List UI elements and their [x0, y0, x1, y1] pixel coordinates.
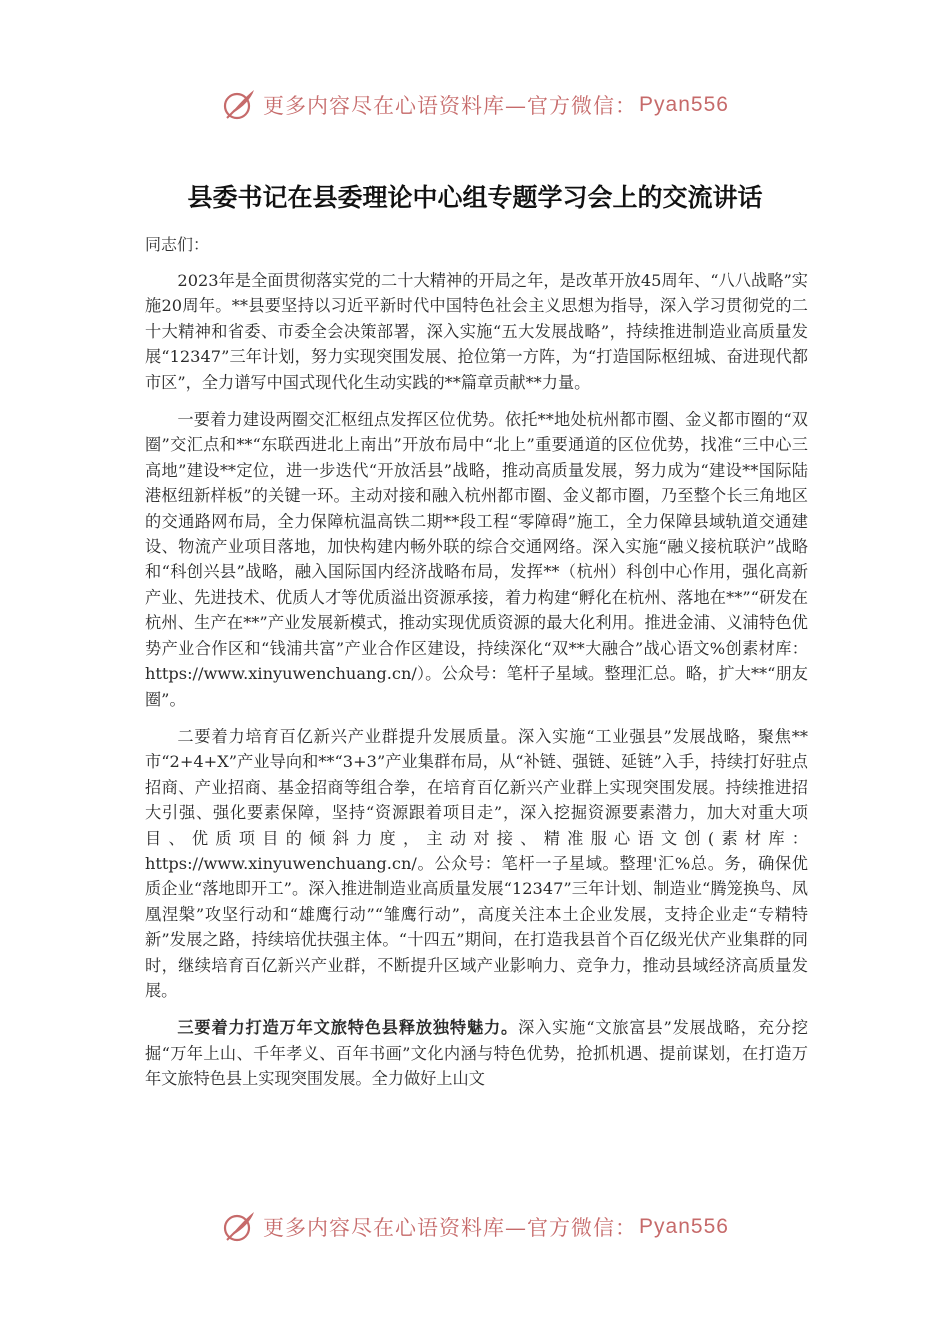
- paragraph-1: [145, 268, 808, 395]
- document-body: [145, 268, 808, 1104]
- greeting: 同志们：: [145, 235, 210, 254]
- document-title: 县委书记在县委理论中心组专题学习会上的交流讲话: [187, 183, 763, 212]
- paragraph-text: 深入实施“文旅富县”发展战略，充分挖掘“万年上山、千年孝义、百年书画”文化内涵与特色优势，抢抓机遇、提前谋划，在打造万年文旅特色县上实现突围发展。全力做好上山文: [145, 1018, 808, 1089]
- quill-logo-icon: [221, 87, 257, 123]
- quill-logo-icon: [221, 1209, 257, 1245]
- watermark-wechat-id: Pyan556: [639, 1215, 729, 1238]
- paragraph-text: 一要着力建设两圈交汇枢纽点发挥区位优势。依托**地处杭州都市圈、金义都市圈的“双圈”交汇点和**“东联西进北上南出”开放布局中“北上”重要通道的区位优势，找准“三中心三高地”建设**定位，进一步迭代“开放活县”战略，推动高质量发展，努力成为“建设**国际陆港枢纽新样板”的关键一环。主动对接和融入杭州都市圈、金义都市圈，乃至整个长三角地区的交通路网布局，全力保障杭温高铁二期**段工程“零障碍”施工，全力保障县域轨道交通建设、物流产业项目落地，加快构建内畅外联的综合交通网络。深入实施“融义接杭联沪”战略和“科创兴县”战略，融入国际国内经济战略布局，发挥**（杭州）科创中心作用，强化高新产业、先进技术、优质人才等优质溢出资源承接，着力构建“孵化在杭州、落地在**”“研发在杭州、生产在**”产业发展新模式，推动实现优质资源的最大化利用。推进金浦、义浦特色优势产业合作区和“钱浦共富”产业合作区建设，持续深化“双**大融合”战心语文%创素材库：https://www.xinyuwenchuang.cn/）。公众号：笔杆子星域。整理汇总。略，扩大**“朋友圈”。: [145, 410, 808, 709]
- paragraph-text: 二要着力培育百亿新兴产业群提升发展质量。深入实施“工业强县”发展战略，聚焦**市“2+4+X”产业导向和**“3+3”产业集群布局，从“补链、强链、延链”入手，持续打好驻点招商、产业招商、基金招商等组合拳，在培育百亿新兴产业群上实现突围发展。持续推进招大引强、强化要素保障，坚持“资源跟着项目走”，深入挖掘资源要素潜力，加大对重大项目、优质项目的倾斜力度，主动对接、精准服心语文创(素材库：https://www.xinyuwenchuang.cn/。公众号：笔杆一子星域。整理'汇%总。务，确保优质企业“落地即开工”。深入推进制造业高质量发展“12347”三年计划、制造业“腾笼换鸟、凤凰涅槃”攻坚行动和“雄鹰行动”“雏鹰行动”，高度关注本土企业发展，支持企业走“专精特新”发展之路，持续培优扶强主体。“十四五”期间，在打造我县首个百亿级光伏产业集群的同时，继续培育百亿新兴产业群，不断提升区域产业影响力、竞争力，推动县域经济高质量发展。: [145, 726, 808, 1000]
- paragraph-text: 2023年是全面贯彻落实党的二十大精神的开局之年，是改革开放45周年、“八八战略”实施20周年。**县要坚持以习近平新时代中国特色社会主义思想为指导，深入学习贯彻党的二十大精神和省委、市委全会决策部署，深入实施“五大发展战略”，持续推进制造业高质量发展“12347”三年计划，努力实现突围发展、抢位第一方阵，为“打造国际枢纽城、奋进现代都市区”，全力谱写中国式现代化生动实践的**篇章贡献**力量。: [145, 271, 808, 392]
- watermark-text: 更多内容尽在心语资料库—官方微信：: [263, 94, 638, 118]
- paragraph-4: [145, 1015, 808, 1091]
- paragraph-2: [145, 407, 808, 712]
- watermark-footer: [0, 1202, 950, 1252]
- paragraph-lead: 三要着力打造万年文旅特色县释放独特魅力。: [177, 1018, 519, 1038]
- watermark-wechat-id: Pyan556: [639, 93, 729, 116]
- watermark-header: [0, 80, 950, 130]
- watermark-text: 更多内容尽在心语资料库—官方微信：: [263, 1216, 638, 1240]
- paragraph-3: [145, 724, 808, 1003]
